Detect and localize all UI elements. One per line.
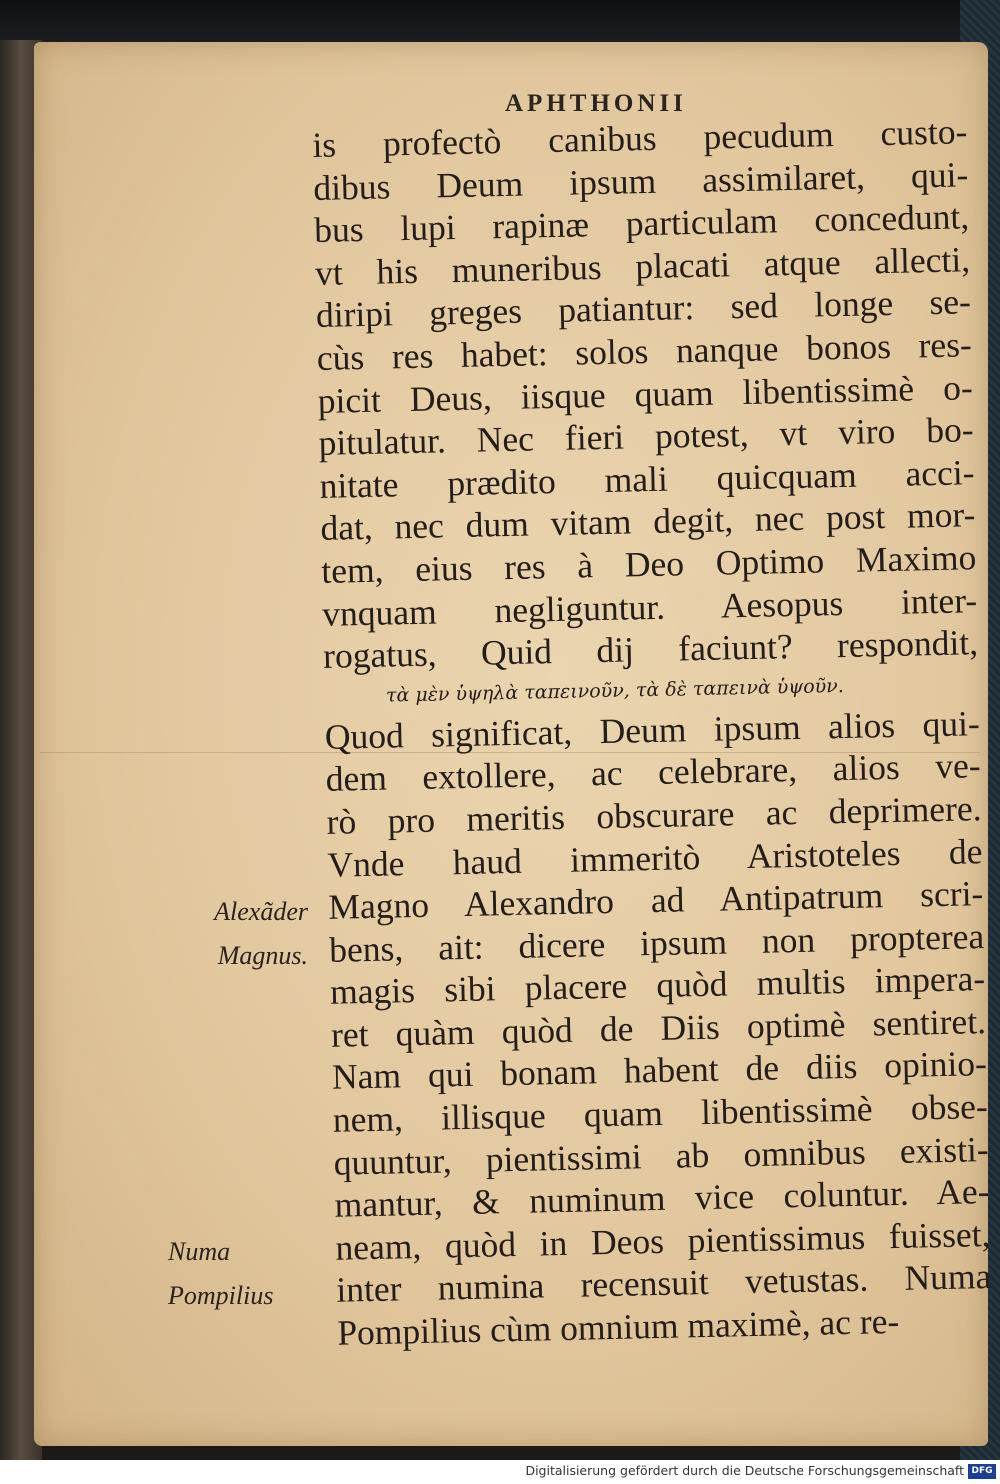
text-line: vt his muneribus placati atque allecti, (314, 239, 971, 293)
book-binding-top (0, 0, 1000, 44)
text-line: neam, quòd in Deos pientissimus fuisset, (335, 1213, 991, 1268)
text-line: quuntur, pientissimi ab omnibus existi- (333, 1128, 990, 1183)
margin-note-line: Pompilius (168, 1281, 274, 1310)
text-line: Quod significat, Deum ipsum alios qui- (324, 702, 981, 757)
text-line: rò pro meritis obscurare ac deprimere. (326, 788, 982, 842)
text-line: pitulatur. Nec fieri potest, vt viro bo- (318, 409, 974, 464)
text-line: rogatus, Quid dij faciunt? respondit, (322, 622, 979, 677)
running-head: APHTHONII (505, 90, 687, 117)
text-line: Magno Alexandro ad Antipatrum scri- (327, 873, 984, 927)
text-line: Nam qui bonam habent de diis opinio- (331, 1043, 988, 1098)
text-line: picit Deus, iisque quam libentissimè o- (317, 366, 974, 421)
text-line: diripi greges patiantur: sed longe se- (315, 281, 972, 336)
text-line: dem extollere, ac celebrare, alios ve- (325, 745, 981, 800)
footer-bar (0, 1460, 1000, 1484)
text-line: tem, eius res à Deo Optimo Maximo (320, 537, 977, 591)
margin-note-line: Numa (168, 1237, 231, 1266)
text-line: dibus Deum ipsum assimilaret, qui- (312, 153, 969, 208)
margin-note-alexander (150, 890, 308, 978)
text-line: ret quàm quòd de Diis optimè sentiret. (330, 1000, 987, 1055)
text-line: dat, nec dum vitam degit, nec post mor- (320, 494, 976, 549)
text-line: nem, illisque quam libentissimè obse- (332, 1086, 989, 1140)
text-line: nitate prædito mali quicquam acci- (319, 451, 975, 506)
text-line: bens, ait: dicere ipsum non propterea (328, 915, 985, 970)
text-line: Pompilius cùm omnium maximè, ac re- (336, 1301, 900, 1353)
funding-credit: Digitalisierung gefördert durch die Deutsche Forschungsgemeinschaft (525, 1463, 964, 1478)
text-line: inter numina recensuit vetustas. Numa (336, 1256, 992, 1311)
main-text-block (312, 110, 993, 1354)
text-line: magis sibi placere quòd multis impera- (329, 958, 986, 1013)
text-line: Vnde haud immeritò Aristoteles de (327, 830, 983, 885)
text-line: bus lupi rapinæ particulam concedunt, (313, 196, 970, 251)
greek-quote: τὰ μὲν ὑψηλὰ ταπεινοῦν, τὰ δὲ ταπεινὰ ὑψοῦν. (385, 674, 845, 707)
margin-note-line: Alexãder (214, 897, 308, 926)
text-line: vnquam negliguntur. Aesopus inter- (321, 579, 978, 634)
text-line: mantur, & numinum vice coluntur. Ae- (334, 1171, 990, 1226)
margin-note-numa (168, 1230, 318, 1318)
text-line: cùs res habet: solos nanque bonos res- (316, 324, 973, 378)
margin-note-line: Magnus. (217, 941, 308, 970)
text-line: is profectò canibus pecudum custo- (312, 111, 968, 165)
dfg-logo: DFG (968, 1464, 996, 1479)
